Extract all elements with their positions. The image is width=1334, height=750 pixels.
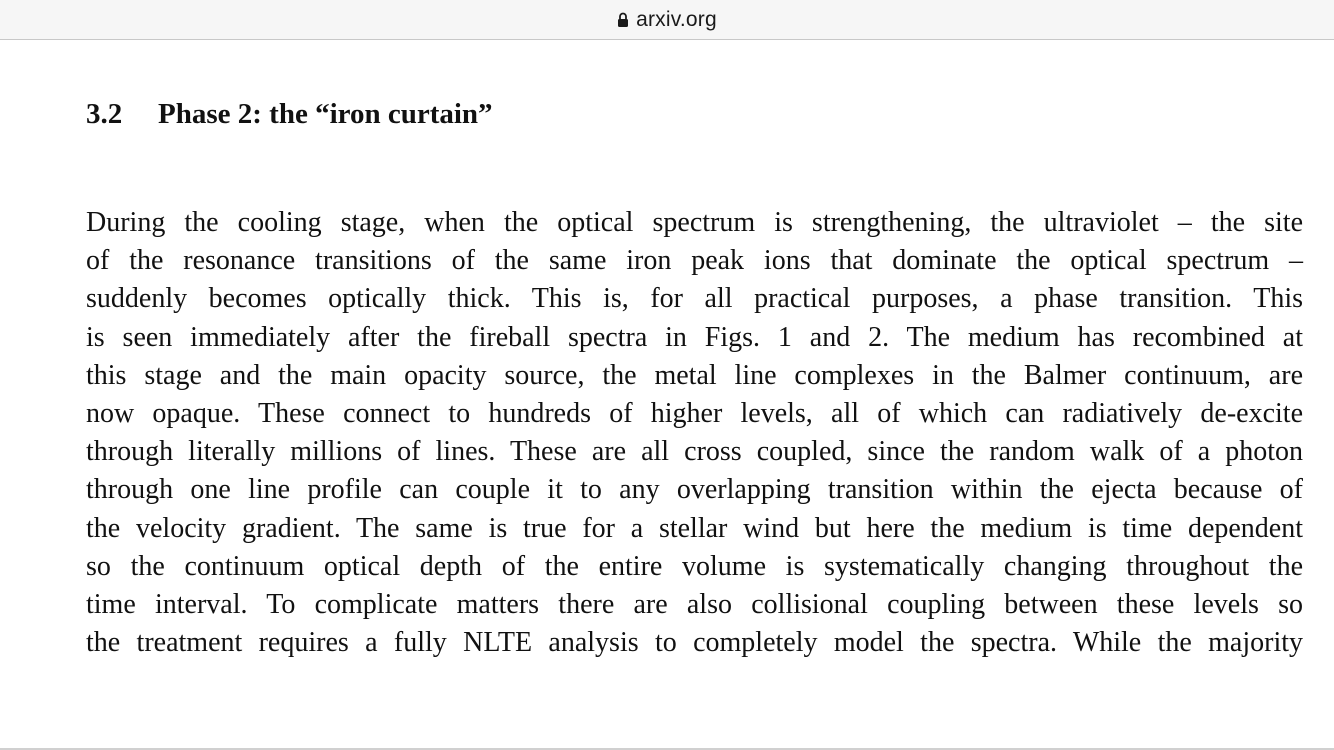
url-text[interactable]: arxiv.org <box>636 7 717 31</box>
page-content <box>0 40 1334 748</box>
paragraph-line: now opaque. These connect to hundreds of higher levels, all of which can radiatively de-excite <box>86 397 1303 429</box>
paragraph-line: During the cooling stage, when the optical spectrum is strengthening, the ultraviolet – the site <box>86 207 1303 238</box>
paragraph-line: through literally millions of lines. These are all cross coupled, since the random walk of a photon <box>86 436 1303 468</box>
section-heading <box>86 98 493 131</box>
body-paragraph <box>86 204 1303 662</box>
paragraph-line: through one line profile can couple it to any overlapping transition within the ejecta because of <box>86 474 1303 506</box>
paragraph-line: this stage and the main opacity source, the metal line complexes in the Balmer continuum, are <box>86 359 1303 391</box>
address-bar-content[interactable] <box>617 8 717 32</box>
paragraph-line: the velocity gradient. The same is true for a stellar wind but here the medium is time dependent <box>86 512 1303 544</box>
lock-icon <box>617 12 629 28</box>
paragraph-line: of the resonance transitions of the same iron peak ions that dominate the optical spectrum – <box>86 245 1303 277</box>
paragraph-line: the treatment requires a fully NLTE analysis to completely model the spectra. While the majority <box>86 627 1303 659</box>
paragraph-line: suddenly becomes optically thick. This is, for all practical purposes, a phase transition. This <box>86 283 1303 315</box>
section-title: Phase 2: the “iron curtain” <box>158 98 493 130</box>
address-bar[interactable] <box>0 0 1334 40</box>
paragraph-line: is seen immediately after the fireball spectra in Figs. 1 and 2. The medium has recombined at <box>86 321 1303 353</box>
paragraph-line: so the continuum optical depth of the entire volume is systematically changing throughout the <box>86 550 1303 582</box>
paragraph-line: time interval. To complicate matters there are also collisional coupling between these levels so <box>86 588 1303 620</box>
section-number: 3.2 <box>86 98 123 130</box>
